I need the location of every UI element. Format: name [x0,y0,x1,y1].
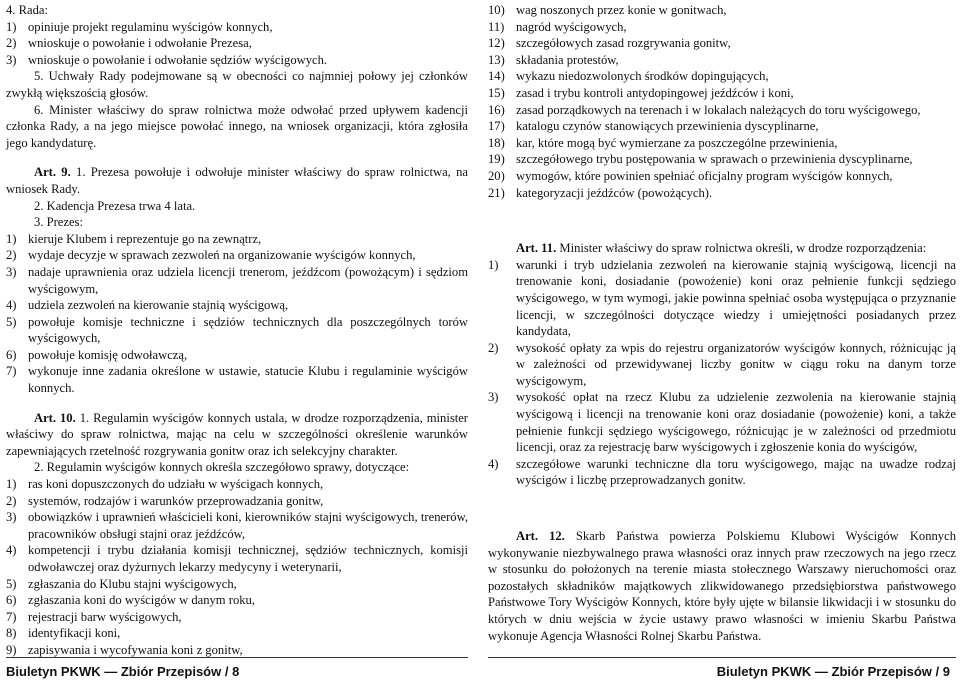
page-left [0,0,472,682]
list-item-text: szczegółowych zasad rozgrywania gonitw, [516,36,731,51]
right-column [488,2,956,644]
art-9-label: Art. 9. [34,165,71,180]
list-item-number: 11) [488,19,505,34]
paragraph-5: 5. Uchwały Rady podejmowane są w obecności co najmniej połowy jej członków zwykłą większością głosów. [6,69,468,100]
list-item-text: zasad porządkowych na terenach i w lokalach należących do toru wyścigowego, [516,102,921,117]
page-right [484,0,956,682]
list-item-text: zgłaszania do Klubu stajni wyścigowych, [28,576,237,591]
list-item [6,363,468,396]
list-item [488,185,956,202]
list-item [6,19,468,36]
list-item-number: 12) [488,36,505,51]
list-item-text: obowiązków i uprawnień właścicieli koni, kierowników stajni wyścigowych, trenerów, pracowników obsługi stajni oraz jeźdźców, [28,510,468,541]
list-item [488,135,956,152]
list-item-text: składania protestów, [516,52,619,67]
list-item-number: 4) [6,298,17,313]
list-item-number: 1) [6,477,17,492]
list-item-number: 17) [488,119,505,134]
list-item-text: opiniuje projekt regulaminu wyścigów konnych, [28,19,273,34]
list-item [6,297,468,314]
list-item [488,35,956,52]
list-item-text: wysokość opłaty za wpis do rejestru organizatorów wyścigów konnych, różnicując ją w zależności od przewidywanej liczby gonitw w ciągu roku na danym torze wyścigowym, [516,340,956,388]
list-item [488,389,956,455]
list-item-number: 14) [488,69,505,84]
list-item [6,264,468,297]
list-item-number: 5) [6,576,17,591]
list-item [488,52,956,69]
list-item [6,576,468,593]
list-item [6,247,468,264]
list-item-number: 4) [488,456,499,471]
list-item-text: warunki i tryb udzielania zezwoleń na kierowanie stajnią wyścigową, licencji na trenowanie koni, dosiadanie (powożenie) koni oraz pełnienie funkcji sędziego wyścigowego, w tym wymogi, jakie powinna spełniać osoba występująca o przyznanie licencji, w szczególności dotyczące wiedzy i umiejętności posiadanych przez kandydata, [516,257,956,339]
list-item [488,118,956,135]
list-item-number: 3) [6,510,17,525]
list-item-number: 8) [6,626,17,641]
list-item [488,68,956,85]
list-item [6,592,468,609]
art-10-paragraph-2: 2. Regulamin wyścigów konnych określa szczegółowo sprawy, dotyczące: [34,460,410,475]
list-item-text: kieruje Klubem i reprezentuje go na zewnątrz, [28,231,262,246]
rada-heading: 4. Rada: [6,3,48,17]
list-item-number: 18) [488,135,505,150]
list-item-number: 2) [488,340,499,355]
list-item-text: zgłaszania koni do wyścigów w danym roku, [28,593,255,608]
list-item [6,314,468,347]
art-9-paragraph-3: 3. Prezes: [34,215,83,230]
list-item-text: katalogu czynów stanowiących przewinienia dyscyplinarne, [516,119,819,134]
list-item [488,19,956,36]
list-item-number: 7) [6,364,17,379]
list-item-text: nagród wyścigowych, [516,19,627,34]
list-item-text: kategoryzacji jeźdźców (powożących). [516,185,713,200]
list-item-text: szczegółowego trybu postępowania w sprawach o przewinienia dyscyplinarne, [516,152,913,167]
list-item [6,542,468,575]
list-item-text: wnioskuje o powołanie i odwołanie sędziów wyścigowych. [28,52,328,67]
list-item [488,257,956,340]
list-item-number: 1) [488,257,499,272]
list-item [488,340,956,390]
list-item [488,102,956,119]
list-item-text: wydaje decyzje w sprawach zezwoleń na organizowanie wyścigów konnych, [28,248,416,263]
list-item-number: 1) [6,231,17,246]
list-item-text: wymogów, które powinien spełniać oficjalny program wyścigów konnych, [516,168,893,183]
list-item [6,509,468,542]
list-item-text: udziela zezwoleń na kierowanie stajnią wyścigową, [28,298,289,313]
list-item-text: zasad i trybu kontroli antydopingowej jeźdźców i koni, [516,85,794,100]
list-item-number: 13) [488,52,505,67]
list-item-number: 2) [6,493,17,508]
list-item-number: 15) [488,85,505,100]
list-item [6,35,468,52]
footer-left: Biuletyn PKWK — Zbiór Przepisów / 8 [6,664,240,679]
list-item-text: zapisywania i wycofywania koni z gonitw, [28,642,243,657]
art-11-label: Art. 11. [516,241,557,256]
art-11-list [488,257,956,489]
list-item [6,625,468,642]
list-item-number: 2) [6,248,17,263]
art-10-paragraph-1: Art. 10. 1. Regulamin wyścigów konnych ustala, w drodze rozporządzenia, minister właściwy do spraw rolnictwa, mając na celu w szczególności określenie warunków zapewniających rzetelność rozgrywania gonitw oraz ich selekcyjny charakter. [6,410,469,458]
regulamin-list-continued [488,2,956,201]
list-item [488,2,956,19]
list-item [488,85,956,102]
list-item [488,456,956,489]
art-10-label: Art. 10. [34,410,76,425]
list-item-number: 6) [6,593,17,608]
art-11-paragraph: Art. 11. Minister właściwy do spraw rolnictwa określi, w drodze rozporządzenia: [516,241,927,256]
list-item-text: kar, które mogą być wymierzane za poszczególne przewinienia, [516,135,838,150]
list-item-number: 10) [488,3,505,17]
list-item-text: wysokość opłat na rzecz Klubu za udzielenie zezwolenia na kierowanie stajnią wyścigową i licencji na trenowanie koni oraz dosiadanie (powożenie) koni, a także pełnienie funkcji sędziego wyścigowego, różnicując je w zależności od przedmiotu licencji, oraz za rejestrację barw wyścigowych i zgłoszenie konia do wyścigów, [516,390,956,455]
footer-right: Biuletyn PKWK — Zbiór Przepisów / 9 [716,664,950,679]
list-item [6,52,468,69]
art-9-paragraph-2: 2. Kadencja Prezesa trwa 4 lata. [34,198,196,213]
list-item-text: wykazu niedozwolonych środków dopingujących, [516,69,769,84]
list-item [6,609,468,626]
list-item-number: 5) [6,314,17,329]
list-item [6,493,468,510]
list-item-text: rejestracji barw wyścigowych, [28,609,182,624]
footer-rule-left [6,657,468,658]
left-column [6,2,468,659]
art-12-paragraph: Art. 12. Skarb Państwa powierza Polskiemu Klubowi Wyścigów Konnych wykonywanie niezbywalnego prawa własności oraz innych praw rzeczowych na jego rzecz w stosunku do położonych na terenie miasta stołecznego Warszawy nieruchomości oraz pozostałych składników majątkowych zlikwidowanego przedsiębiorstwa państwowego Państwowe Tory Wyścigów Konnych, które były ujęte w bilansie likwidacji i w stosunku do których w dniu wejścia w życie ustawy prawo własności w imieniu Skarbu Państwa wykonuje Agencja Własności Rolnej Skarbu Państwa. [488,529,956,643]
art-12-label: Art. 12. [516,529,565,544]
list-item-number: 3) [488,390,499,405]
list-item-text: wykonuje inne zadania określone w ustawie, statucie Klubu i regulaminie wyścigów konnych. [28,364,468,396]
rada-list [6,19,468,69]
list-item-number: 9) [6,642,17,657]
list-item-number: 19) [488,152,505,167]
list-item-number: 6) [6,347,17,362]
list-item-text: wag noszonych przez konie w gonitwach, [516,3,727,17]
list-item-text: powołuje komisję odwoławczą, [28,347,188,362]
list-item-number: 21) [488,185,505,200]
list-item-text: kompetencji i trybu działania komisji technicznej, sędziów technicznych, komisji odwoławczej oraz dyżurnych lekarzy medycyny i weterynarii, [28,543,468,574]
list-item [488,168,956,185]
list-item-text: powołuje komisje techniczne i sędziów technicznych dla poszczególnych torów wyścigowych, [28,314,468,346]
list-item-number: 3) [6,52,17,67]
footer-rule-right [488,657,956,658]
list-item [6,347,468,364]
list-item-text: identyfikacji koni, [28,626,121,641]
list-item-text: nadaje uprawnienia oraz udziela licencji trenerom, jeźdźcom (powożącym) i sędziom wyścigowym, [28,264,468,296]
list-item-number: 3) [6,264,17,279]
list-item-number: 1) [6,19,17,34]
list-item [6,476,468,493]
list-item-text: wnioskuje o powołanie i odwołanie Prezesa, [28,36,252,51]
prezes-list [6,231,468,397]
list-item-number: 20) [488,168,505,183]
list-item-text: szczegółowe warunki techniczne dla toru wyścigowego, mając na uwadze rodzaj wyścigów i liczbę przeprowadzanych gonitw. [516,456,956,488]
list-item-text: systemów, rodzajów i warunków przeprowadzania gonitw, [28,493,324,508]
regulamin-list [6,476,468,659]
list-item-number: 16) [488,102,505,117]
art-9-paragraph-1: Art. 9. 1. Prezesa powołuje i odwołuje minister właściwy do spraw rolnictwa, na wniosek Rady. [6,165,468,196]
list-item-number: 2) [6,36,17,51]
paragraph-6: 6. Minister właściwy do spraw rolnictwa może odwołać przed upływem kadencji członka Rady, a na jego miejsce powołać innego, na wniosek organizacji, która zgłosiła jego kandydaturę. [6,102,468,150]
list-item-number: 7) [6,609,17,624]
list-item [488,151,956,168]
list-item-text: ras koni dopuszczonych do udziału w wyścigach konnych, [28,477,324,492]
list-item [6,231,468,248]
list-item-number: 4) [6,543,17,558]
